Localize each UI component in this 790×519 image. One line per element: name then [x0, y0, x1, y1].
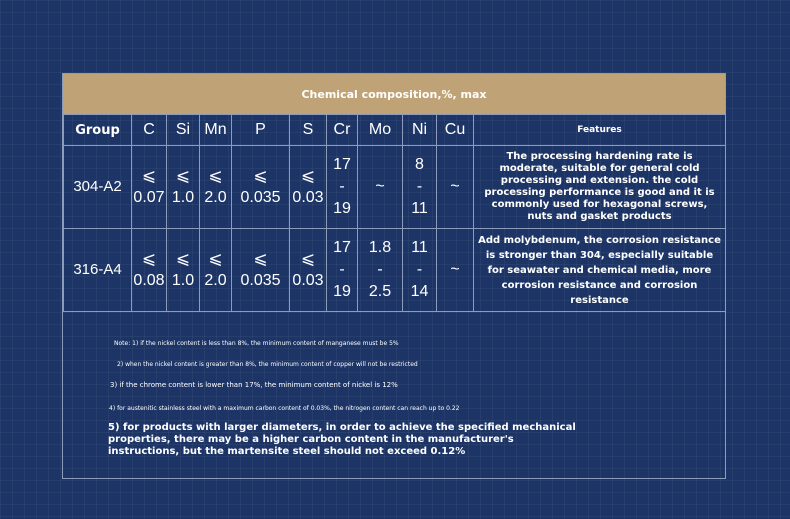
le-symbol: ⩽: [208, 166, 223, 185]
header-c: C: [132, 115, 167, 146]
p-value: 0.035: [240, 189, 281, 206]
mn-cell: [200, 229, 232, 312]
le-symbol: ⩽: [141, 166, 157, 185]
cr-cell: [327, 146, 358, 229]
header-si: Si: [167, 115, 200, 146]
note-5: 5) for products with larger diameters, in order to achieve the specified mechanical properties, there may be a higher carbon content in the manufacturer's instructions, but the martensite steel should not exceed 0.12%: [108, 422, 576, 457]
features-cell: Add molybdenum, the corrosion resistance is stronger than 304, especially suitable for seawater and chemical media, more corrosion resistance and corrosion resistance: [474, 229, 726, 312]
ni-cell: [403, 229, 437, 312]
range-dash: -: [339, 178, 345, 195]
s-cell: [290, 146, 327, 229]
mo-min: 1.8: [368, 239, 392, 256]
header-row: [64, 115, 726, 146]
mo-cell: [358, 229, 403, 312]
note-1: Note: 1) if the nickel content is less than 8%, the minimum content of manganese must be 5%: [114, 340, 399, 347]
mn-value: 2.0: [204, 189, 227, 206]
le-symbol: ⩽: [208, 249, 223, 268]
si-cell: [167, 146, 200, 229]
mn-cell: [200, 146, 232, 229]
le-symbol: ⩽: [253, 249, 268, 268]
c-value: 0.08: [133, 272, 165, 289]
note-3: 3) if the chrome content is lower than 17%, the minimum content of nickel is 12%: [110, 381, 398, 389]
ni-max: 14: [410, 283, 429, 300]
ni-min: 11: [411, 239, 428, 256]
le-symbol: ⩽: [253, 166, 268, 185]
c-value: 0.07: [133, 189, 165, 206]
cu-cell: ~: [437, 229, 474, 312]
grade-cell: 304-A2: [64, 146, 132, 229]
le-symbol: ⩽: [141, 249, 157, 268]
cr-max: 19: [333, 283, 351, 300]
c-cell: [132, 229, 167, 312]
mn-value: 2.0: [204, 272, 227, 289]
note-4: 4) for austenitic stainless steel with a maximum carbon content of 0.03%, the nitrogen content can reach up to 0.22: [109, 405, 460, 412]
ni-cell: [403, 146, 437, 229]
header-features: Features: [474, 115, 726, 146]
range-dash: -: [416, 261, 423, 278]
le-symbol: ⩽: [300, 249, 316, 268]
header-group: Group: [64, 115, 132, 146]
header-ni: Ni: [403, 115, 437, 146]
header-mo: Mo: [358, 115, 403, 146]
header-cr: Cr: [327, 115, 358, 146]
cr-min: 17: [333, 156, 351, 173]
p-cell: [232, 146, 290, 229]
header-cu: Cu: [437, 115, 474, 146]
cu-cell: ~: [437, 146, 474, 229]
p-value: 0.035: [240, 272, 281, 289]
si-cell: [167, 229, 200, 312]
header-mn: Mn: [200, 115, 232, 146]
features-cell: The processing hardening rate is moderate, suitable for general cold processing and extension. the cold processing performance is good and it is commonly used for hexagonal screws, nuts and gasket products: [474, 146, 726, 229]
si-value: 1.0: [171, 272, 195, 289]
range-dash: -: [377, 261, 383, 278]
composition-panel: [62, 73, 726, 479]
note-2: 2) when the nickel content is greater than 8%, the minimum content of copper will not be restricted: [117, 361, 418, 368]
p-cell: [232, 229, 290, 312]
cr-max: 19: [333, 200, 351, 217]
composition-table: [63, 114, 726, 312]
table-title: Chemical composition,%, max: [63, 74, 725, 114]
range-dash: -: [416, 178, 423, 195]
table-row: [64, 229, 726, 312]
header-s: S: [290, 115, 327, 146]
le-symbol: ⩽: [175, 249, 191, 268]
mo-cell: ~: [358, 146, 403, 229]
le-symbol: ⩽: [175, 166, 191, 185]
cr-cell: [327, 229, 358, 312]
ni-max: 11: [411, 200, 428, 217]
cr-min: 17: [333, 239, 351, 256]
s-cell: [290, 229, 327, 312]
mo-max: 2.5: [368, 283, 392, 300]
s-value: 0.03: [292, 272, 324, 289]
si-value: 1.0: [171, 189, 195, 206]
table-row: [64, 146, 726, 229]
grade-cell: 316-A4: [64, 229, 132, 312]
range-dash: -: [339, 261, 345, 278]
c-cell: [132, 146, 167, 229]
s-value: 0.03: [292, 189, 324, 206]
ni-min: 8: [415, 156, 424, 173]
le-symbol: ⩽: [300, 166, 316, 185]
header-p: P: [232, 115, 290, 146]
